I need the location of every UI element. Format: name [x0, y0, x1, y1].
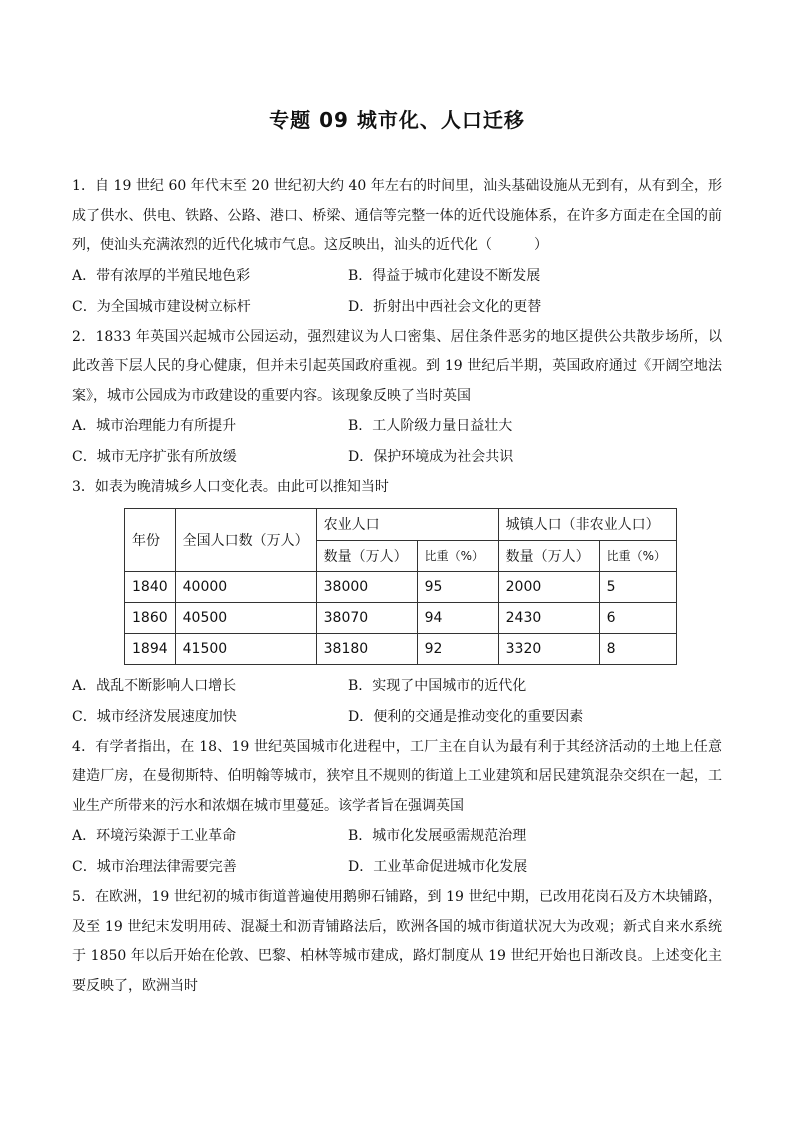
table-cell: 2430 [498, 602, 599, 633]
table-row [125, 602, 677, 633]
option-a: A．环境污染源于工业革命 [72, 828, 237, 844]
table-cell: 1840 [125, 571, 176, 602]
option-b: B．得益于城市化建设不断发展 [348, 267, 541, 284]
col-header-agri-ratio: 比重（%） [417, 540, 498, 571]
col-header-total: 全国人口数（万人） [175, 508, 316, 571]
table-cell: 1860 [125, 602, 176, 633]
option-d: D．工业革命促进城市化发展 [348, 859, 528, 875]
question-4 [72, 733, 722, 884]
option-c: C．城市无序扩张有所放缓 [72, 449, 237, 465]
col-header-urban-ratio: 比重（%） [599, 540, 676, 571]
option-b: B．城市化发展亟需规范治理 [348, 828, 527, 844]
col-header-agri-qty: 数量（万人） [316, 540, 417, 571]
option-b: B．实现了中国城市的近代化 [348, 677, 527, 694]
table-cell: 38070 [316, 602, 417, 633]
col-header-urban-qty: 数量（万人） [498, 540, 599, 571]
table-cell: 1894 [125, 633, 176, 664]
table-cell: 40000 [175, 571, 316, 602]
answer-options [72, 411, 722, 473]
answer-options [72, 821, 722, 883]
table-row [125, 571, 677, 602]
question-1 [72, 172, 722, 323]
question-stem: 2．1833 年英国兴起城市公园运动，强烈建议为人口密集、居住条件恶劣的地区提供公共散步场所，以此改善下层人民的身心健康，但并未引起英国政府重视。到 19 世纪后半期，英国政府通过《开阔空地法案》，城市公园成为市政建设的重要内容。该现象反映了当时英国 [72, 328, 722, 404]
answer-options [72, 261, 722, 323]
table-cell: 92 [417, 633, 498, 664]
table-cell: 40500 [175, 602, 316, 633]
table-cell: 95 [417, 571, 498, 602]
question-stem: 3．如表为晚清城乡人口变化表。由此可以推知当时 [72, 479, 389, 495]
table-cell: 5 [599, 571, 676, 602]
answer-options [72, 671, 722, 733]
option-d: D．保护环境成为社会共识 [348, 449, 514, 465]
col-header-agri: 农业人口 [316, 508, 498, 540]
question-3 [72, 473, 722, 733]
table-cell: 3320 [498, 633, 599, 664]
question-5 [72, 883, 722, 1001]
option-b: B．工人阶级力量日益壮大 [348, 418, 513, 434]
option-a: A．战乱不断影响人口增长 [72, 677, 237, 694]
question-stem: 4．有学者指出，在 18、19 世纪英国城市化进程中，工厂主在自认为最有利于其经济活动的土地上任意建造厂房，在曼彻斯特、伯明翰等城市，狭窄且不规则的街道上工业建筑和居民建筑混杂交织在一起，工业生产所带来的污水和浓烟在城市里蔓延。该学者旨在强调英国 [72, 738, 722, 814]
option-d: D．便利的交通是推动变化的重要因素 [348, 708, 584, 725]
col-header-urban: 城镇人口（非农业人口） [498, 508, 676, 540]
col-header-year: 年份 [125, 508, 176, 571]
table-cell: 8 [599, 633, 676, 664]
table-cell: 2000 [498, 571, 599, 602]
table-cell: 41500 [175, 633, 316, 664]
table-cell: 38000 [316, 571, 417, 602]
table-cell: 94 [417, 602, 498, 633]
page-title: 专题 09 城市化、人口迁移 [269, 108, 525, 132]
option-a: A．带有浓厚的半殖民地色彩 [72, 267, 251, 284]
option-c: C．为全国城市建设树立标杆 [72, 298, 251, 315]
question-2 [72, 323, 722, 474]
question-list [72, 172, 722, 1001]
table-cell: 38180 [316, 633, 417, 664]
table-cell: 6 [599, 602, 676, 633]
question-stem: 5．在欧洲，19 世纪初的城市街道普遍使用鹅卵石铺路，到 19 世纪中期，已改用花岗石及方木块铺路，及至 19 世纪末发明用砖、混凝土和沥青铺路法后，欧洲各国的城市街道状况大为改观；新式自来水系统于 1850 年以后开始在伦敦、巴黎、柏林等城市建成，路灯制度从 19 世纪开始也日渐改良。上述变化主要反映了，欧洲当时 [72, 889, 722, 994]
population-table [124, 508, 677, 665]
option-d: D．折射出中西社会文化的更替 [348, 298, 542, 315]
option-c: C．城市治理法律需要完善 [72, 859, 237, 875]
question-stem: 1．自 19 世纪 60 年代末至 20 世纪初大约 40 年左右的时间里，汕头基础设施从无到有，从有到全，形成了供水、供电、铁路、公路、港口、桥梁、通信等完整一体的近代设施体系，在许多方面走在全国的前列，使汕头充满浓烈的近代化城市气息。这反映出，汕头的近代化（ ） [72, 178, 722, 253]
table-row [125, 633, 677, 664]
option-a: A．城市治理能力有所提升 [72, 418, 237, 434]
option-c: C．城市经济发展速度加快 [72, 708, 237, 725]
